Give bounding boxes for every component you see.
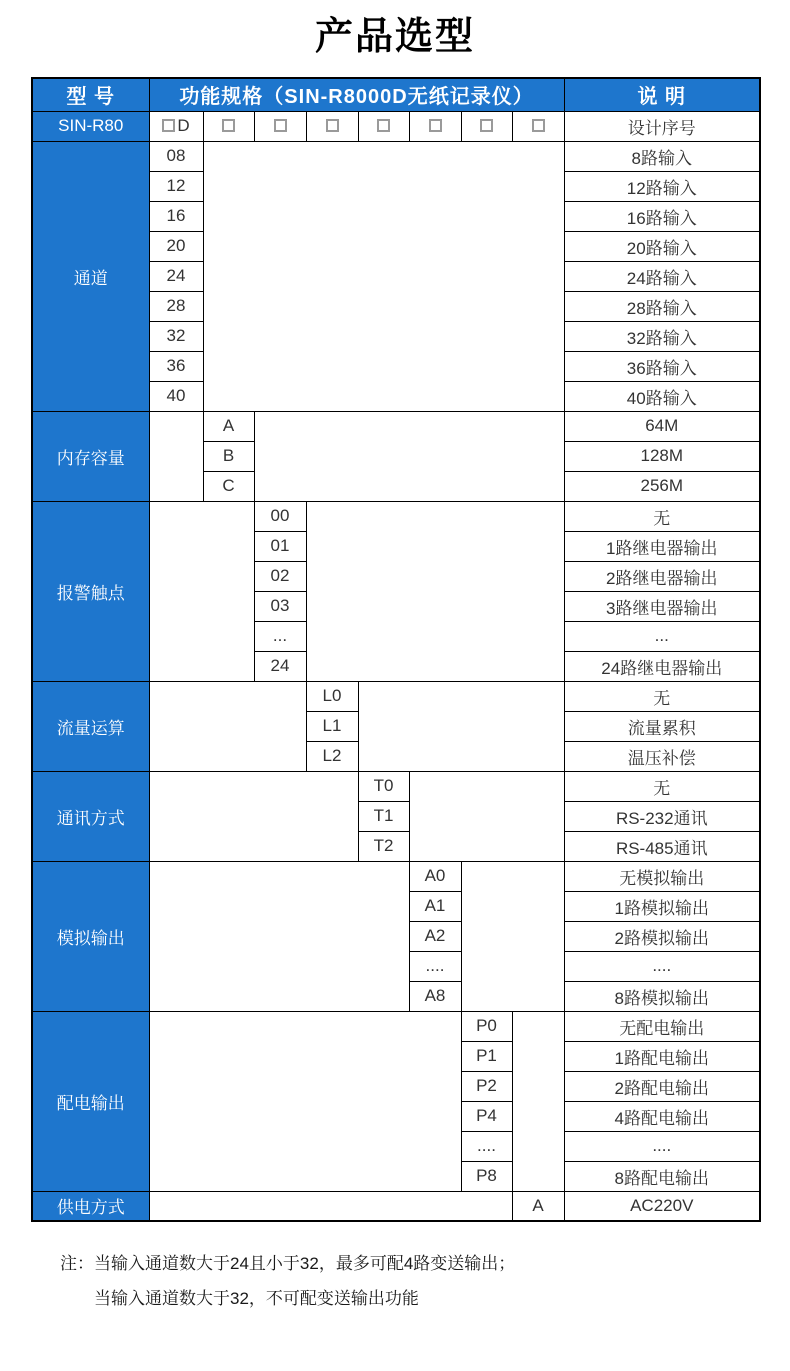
option-code: 02 <box>254 561 306 591</box>
option-code: L2 <box>306 741 358 771</box>
option-desc: 256M <box>564 471 760 501</box>
option-code: 24 <box>149 261 203 291</box>
option-code: L1 <box>306 711 358 741</box>
option-code: 01 <box>254 531 306 561</box>
option-code: T2 <box>358 831 409 861</box>
option-desc: 3路继电器输出 <box>564 591 760 621</box>
option-desc: 12路输入 <box>564 171 760 201</box>
option-desc: 128M <box>564 441 760 471</box>
option-code: A0 <box>409 861 461 891</box>
option-desc: 2路模拟输出 <box>564 921 760 951</box>
model-name-cell: SIN-R80 <box>32 111 149 141</box>
option-code: T1 <box>358 801 409 831</box>
option-code: 40 <box>149 381 203 411</box>
model-digit-suffix: D <box>177 116 190 135</box>
option-code: 36 <box>149 351 203 381</box>
section-label-supply: 供电方式 <box>32 1191 149 1221</box>
option-code: A1 <box>409 891 461 921</box>
option-desc: .... <box>564 951 760 981</box>
option-code: P1 <box>461 1041 512 1071</box>
empty-cell <box>512 1011 564 1191</box>
footnotes <box>60 1246 790 1316</box>
option-code: .... <box>409 951 461 981</box>
table-row <box>32 1011 760 1041</box>
empty-cell <box>149 1011 461 1191</box>
empty-cell <box>149 1191 512 1221</box>
option-code: P2 <box>461 1071 512 1101</box>
option-desc: 64M <box>564 411 760 441</box>
option-code: 08 <box>149 141 203 171</box>
option-desc: 20路输入 <box>564 231 760 261</box>
option-desc: 8路输入 <box>564 141 760 171</box>
option-code: P4 <box>461 1101 512 1131</box>
option-code: ... <box>254 621 306 651</box>
option-code: L0 <box>306 681 358 711</box>
option-code: P8 <box>461 1161 512 1191</box>
model-digit-cell <box>358 111 409 141</box>
section-label-channels: 通道 <box>32 141 149 411</box>
model-digit-cell <box>461 111 512 141</box>
model-digit-cell <box>409 111 461 141</box>
empty-cell <box>149 861 409 1011</box>
option-desc: 无 <box>564 501 760 531</box>
option-desc: ... <box>564 621 760 651</box>
checkbox-icon <box>532 119 545 132</box>
checkbox-icon <box>274 119 287 132</box>
option-desc: 流量累积 <box>564 711 760 741</box>
option-desc: 温压补偿 <box>564 741 760 771</box>
option-desc: 1路模拟输出 <box>564 891 760 921</box>
model-digit-cell <box>203 111 254 141</box>
section-label-flow: 流量运算 <box>32 681 149 771</box>
empty-cell <box>149 501 254 681</box>
option-desc: 24路输入 <box>564 261 760 291</box>
section-label-comm: 通讯方式 <box>32 771 149 861</box>
table-row <box>32 141 760 171</box>
header-spec-col: 功能规格（SIN-R8000D无纸记录仪） <box>149 78 564 111</box>
option-code: 03 <box>254 591 306 621</box>
checkbox-icon <box>326 119 339 132</box>
empty-cell <box>203 141 564 411</box>
option-code: 32 <box>149 321 203 351</box>
empty-cell <box>461 861 564 1011</box>
empty-cell <box>254 411 564 501</box>
option-code: 12 <box>149 171 203 201</box>
option-code: 00 <box>254 501 306 531</box>
option-desc: 2路继电器输出 <box>564 561 760 591</box>
product-selection-table <box>31 77 761 1222</box>
option-desc: 1路配电输出 <box>564 1041 760 1071</box>
model-digit-cell <box>306 111 358 141</box>
checkbox-icon <box>222 119 235 132</box>
page-title: 产品选型 <box>314 16 475 58</box>
empty-cell <box>358 681 564 771</box>
option-desc: 40路输入 <box>564 381 760 411</box>
option-code: A <box>203 411 254 441</box>
option-desc: 8路模拟输出 <box>564 981 760 1011</box>
option-desc: 8路配电输出 <box>564 1161 760 1191</box>
table-row <box>32 411 760 441</box>
empty-cell <box>149 771 358 861</box>
model-digit-cell <box>149 111 203 141</box>
option-desc: AC220V <box>564 1191 760 1221</box>
model-digit-cell <box>512 111 564 141</box>
table-header-row <box>32 78 760 111</box>
empty-cell <box>306 501 564 681</box>
section-label-analog: 模拟输出 <box>32 861 149 1011</box>
section-label-memory: 内存容量 <box>32 411 149 501</box>
option-desc: RS-232通讯 <box>564 801 760 831</box>
option-desc: 无 <box>564 681 760 711</box>
empty-cell <box>149 411 203 501</box>
option-desc: 28路输入 <box>564 291 760 321</box>
table-row <box>32 861 760 891</box>
header-desc-col: 说 明 <box>564 78 760 111</box>
option-code: A8 <box>409 981 461 1011</box>
option-code: A <box>512 1191 564 1221</box>
model-desc-cell: 设计序号 <box>564 111 760 141</box>
option-desc: 36路输入 <box>564 351 760 381</box>
empty-cell <box>409 771 564 861</box>
option-desc: 2路配电输出 <box>564 1071 760 1101</box>
table-row <box>32 501 760 531</box>
checkbox-icon <box>162 119 175 132</box>
footnote-line: 注：当输入通道数大于24且小于32，最多可配4路变送输出； <box>60 1254 516 1273</box>
option-code: 20 <box>149 231 203 261</box>
option-code: B <box>203 441 254 471</box>
table-row <box>32 771 760 801</box>
option-code: C <box>203 471 254 501</box>
option-desc: 4路配电输出 <box>564 1101 760 1131</box>
option-code: P0 <box>461 1011 512 1041</box>
model-row <box>32 111 760 141</box>
option-code: 28 <box>149 291 203 321</box>
option-code: 16 <box>149 201 203 231</box>
option-code: 24 <box>254 651 306 681</box>
table-row <box>32 1191 760 1221</box>
option-desc: RS-485通讯 <box>564 831 760 861</box>
option-code: .... <box>461 1131 512 1161</box>
option-desc: 24路继电器输出 <box>564 651 760 681</box>
model-digit-cell <box>254 111 306 141</box>
option-desc: .... <box>564 1131 760 1161</box>
option-code: A2 <box>409 921 461 951</box>
option-desc: 32路输入 <box>564 321 760 351</box>
option-desc: 1路继电器输出 <box>564 531 760 561</box>
section-label-alarm: 报警触点 <box>32 501 149 681</box>
option-desc: 无配电输出 <box>564 1011 760 1041</box>
table-row <box>32 681 760 711</box>
option-desc: 无 <box>564 771 760 801</box>
checkbox-icon <box>429 119 442 132</box>
option-desc: 16路输入 <box>564 201 760 231</box>
empty-cell <box>149 681 306 771</box>
checkbox-icon <box>480 119 493 132</box>
section-label-powerdist: 配电输出 <box>32 1011 149 1191</box>
header-model-col: 型 号 <box>32 78 149 111</box>
footnote-line: 当输入通道数大于32，不可配变送输出功能 <box>94 1289 419 1308</box>
option-desc: 无模拟输出 <box>564 861 760 891</box>
checkbox-icon <box>377 119 390 132</box>
option-code: T0 <box>358 771 409 801</box>
